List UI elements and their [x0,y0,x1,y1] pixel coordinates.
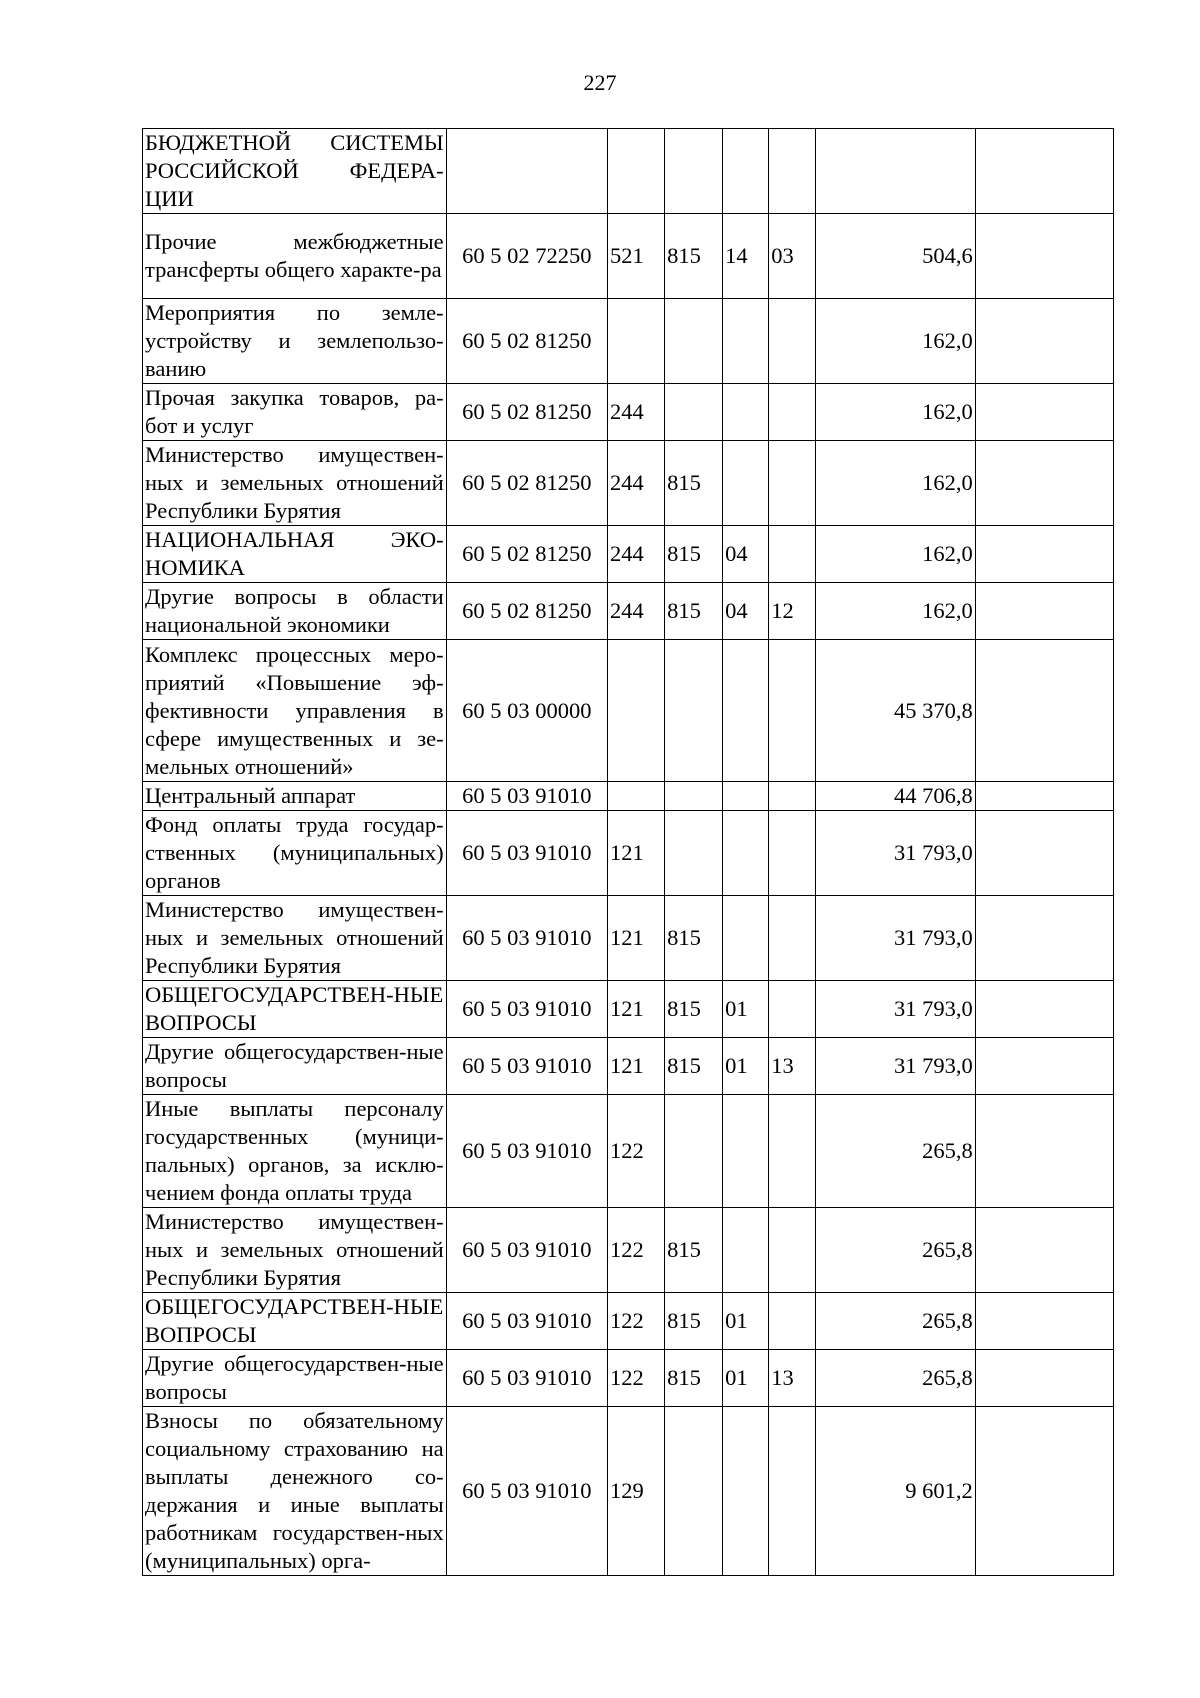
row-name-cell: Прочие межбюджетные трансферты общего характе-ра [143,214,447,299]
amount-cell: 504,6 [816,214,975,299]
amount-cell: 31 793,0 [816,896,975,981]
section-code-cell [723,1095,769,1208]
amount-cell: 265,8 [816,1208,975,1293]
table-row [143,583,1114,640]
row-name-cell: Фонд оплаты труда государ-ственных (муниципальных) органов [143,811,447,896]
administrator-code-cell [665,384,723,441]
extra-amount-cell [975,441,1113,526]
amount-cell: 162,0 [816,441,975,526]
target-article-code-cell: 60 5 03 91010 [446,1095,607,1208]
amount-cell: 31 793,0 [816,981,975,1038]
administrator-code-cell [665,1407,723,1576]
administrator-code-cell [665,299,723,384]
target-article-code-cell: 60 5 03 91010 [446,1038,607,1095]
amount-cell: 265,8 [816,1293,975,1350]
administrator-code-cell [665,1095,723,1208]
target-article-code-cell: 60 5 02 81250 [446,384,607,441]
table-body [143,129,1114,1576]
target-article-code-cell: 60 5 02 81250 [446,583,607,640]
subsection-code-cell [769,1293,816,1350]
table-row [143,896,1114,981]
section-code-cell: 01 [723,1350,769,1407]
row-name-cell: Иные выплаты персоналу государственных (муници-пальных) органов, за исклю-чением фонда оплаты труда [143,1095,447,1208]
extra-amount-cell [975,129,1113,214]
row-name-cell: ОБЩЕГОСУДАРСТВЕН-НЫЕ ВОПРОСЫ [143,981,447,1038]
section-code-cell [723,896,769,981]
amount-cell: 45 370,8 [816,640,975,782]
administrator-code-cell [665,782,723,811]
target-article-code-cell: 60 5 02 81250 [446,299,607,384]
budget-table [142,128,1114,1576]
administrator-code-cell: 815 [665,441,723,526]
subsection-code-cell [769,640,816,782]
target-article-code-cell: 60 5 02 81250 [446,526,607,583]
section-code-cell: 14 [723,214,769,299]
table-row [143,441,1114,526]
row-name-cell: БЮДЖЕТНОЙ СИСТЕМЫ РОССИЙСКОЙ ФЕДЕРА-ЦИИ [143,129,447,214]
expense-type-cell: 121 [607,896,664,981]
expense-type-cell: 521 [607,214,664,299]
extra-amount-cell [975,1095,1113,1208]
expense-type-cell: 122 [607,1208,664,1293]
extra-amount-cell [975,1350,1113,1407]
administrator-code-cell: 815 [665,583,723,640]
extra-amount-cell [975,1407,1113,1576]
section-code-cell [723,782,769,811]
row-name-cell: ОБЩЕГОСУДАРСТВЕН-НЫЕ ВОПРОСЫ [143,1293,447,1350]
expense-type-cell: 129 [607,1407,664,1576]
section-code-cell [723,1208,769,1293]
table-row [143,640,1114,782]
expense-type-cell: 244 [607,526,664,583]
administrator-code-cell: 815 [665,1038,723,1095]
subsection-code-cell [769,526,816,583]
row-name-cell: Прочая закупка товаров, ра-бот и услуг [143,384,447,441]
expense-type-cell [607,782,664,811]
table-row [143,1350,1114,1407]
section-code-cell: 01 [723,1293,769,1350]
target-article-code-cell: 60 5 02 81250 [446,441,607,526]
target-article-code-cell: 60 5 03 91010 [446,896,607,981]
expense-type-cell: 121 [607,1038,664,1095]
expense-type-cell [607,129,664,214]
subsection-code-cell [769,1095,816,1208]
subsection-code-cell [769,299,816,384]
section-code-cell: 01 [723,1038,769,1095]
subsection-code-cell [769,981,816,1038]
row-name-cell: Другие общегосударствен-ные вопросы [143,1350,447,1407]
table-row [143,1095,1114,1208]
subsection-code-cell [769,896,816,981]
subsection-code-cell: 13 [769,1038,816,1095]
table-row [143,1293,1114,1350]
row-name-cell: Министерство имуществен-ных и земельных отношений Республики Бурятия [143,441,447,526]
extra-amount-cell [975,640,1113,782]
administrator-code-cell: 815 [665,1350,723,1407]
target-article-code-cell [446,129,607,214]
amount-cell: 162,0 [816,583,975,640]
subsection-code-cell: 12 [769,583,816,640]
extra-amount-cell [975,583,1113,640]
target-article-code-cell: 60 5 03 91010 [446,1293,607,1350]
administrator-code-cell [665,811,723,896]
extra-amount-cell [975,526,1113,583]
amount-cell: 162,0 [816,384,975,441]
amount-cell: 31 793,0 [816,811,975,896]
table-row [143,214,1114,299]
target-article-code-cell: 60 5 03 00000 [446,640,607,782]
subsection-code-cell [769,384,816,441]
subsection-code-cell [769,441,816,526]
section-code-cell: 04 [723,526,769,583]
row-name-cell: Другие вопросы в области национальной экономики [143,583,447,640]
extra-amount-cell [975,299,1113,384]
target-article-code-cell: 60 5 03 91010 [446,782,607,811]
page-number: 227 [583,70,617,95]
amount-cell: 162,0 [816,299,975,384]
subsection-code-cell [769,1208,816,1293]
administrator-code-cell: 815 [665,1208,723,1293]
table-row [143,384,1114,441]
target-article-code-cell: 60 5 02 72250 [446,214,607,299]
subsection-code-cell [769,811,816,896]
target-article-code-cell: 60 5 03 91010 [446,1407,607,1576]
extra-amount-cell [975,1208,1113,1293]
table-row [143,526,1114,583]
row-name-cell: НАЦИОНАЛЬНАЯ ЭКО-НОМИКА [143,526,447,583]
amount-cell: 9 601,2 [816,1407,975,1576]
row-name-cell: Взносы по обязательному социальному страхованию на выплаты денежного со-держания и иные выплаты работникам государствен-ных (муниципальных) орга- [143,1407,447,1576]
subsection-code-cell [769,129,816,214]
expense-type-cell [607,299,664,384]
target-article-code-cell: 60 5 03 91010 [446,1208,607,1293]
expense-type-cell: 121 [607,981,664,1038]
extra-amount-cell [975,1293,1113,1350]
table-row [143,129,1114,214]
expense-type-cell: 244 [607,384,664,441]
table-row [143,782,1114,811]
table-row [143,1407,1114,1576]
extra-amount-cell [975,811,1113,896]
amount-cell: 162,0 [816,526,975,583]
expense-type-cell: 244 [607,441,664,526]
subsection-code-cell [769,782,816,811]
section-code-cell [723,129,769,214]
table-row [143,811,1114,896]
extra-amount-cell [975,981,1113,1038]
section-code-cell [723,811,769,896]
section-code-cell [723,1407,769,1576]
expense-type-cell: 122 [607,1095,664,1208]
extra-amount-cell [975,782,1113,811]
row-name-cell: Другие общегосударствен-ные вопросы [143,1038,447,1095]
expense-type-cell [607,640,664,782]
row-name-cell: Комплекс процессных меро-приятий «Повышение эф-фективности управления в сфере имущественных и зе-мельных отношений» [143,640,447,782]
expense-type-cell: 122 [607,1350,664,1407]
section-code-cell: 04 [723,583,769,640]
row-name-cell: Министерство имуществен-ных и земельных отношений Республики Бурятия [143,896,447,981]
section-code-cell [723,441,769,526]
section-code-cell [723,299,769,384]
target-article-code-cell: 60 5 03 91010 [446,981,607,1038]
row-name-cell: Центральный аппарат [143,782,447,811]
expense-type-cell: 244 [607,583,664,640]
subsection-code-cell: 13 [769,1350,816,1407]
section-code-cell: 01 [723,981,769,1038]
table-row [143,1208,1114,1293]
extra-amount-cell [975,1038,1113,1095]
administrator-code-cell: 815 [665,896,723,981]
administrator-code-cell [665,129,723,214]
row-name-cell: Министерство имуществен-ных и земельных отношений Республики Бурятия [143,1208,447,1293]
extra-amount-cell [975,214,1113,299]
target-article-code-cell: 60 5 03 91010 [446,811,607,896]
administrator-code-cell: 815 [665,526,723,583]
administrator-code-cell: 815 [665,1293,723,1350]
amount-cell: 265,8 [816,1350,975,1407]
section-code-cell [723,384,769,441]
table-row [143,1038,1114,1095]
table-row [143,299,1114,384]
target-article-code-cell: 60 5 03 91010 [446,1350,607,1407]
extra-amount-cell [975,896,1113,981]
expense-type-cell: 121 [607,811,664,896]
table-row [143,981,1114,1038]
administrator-code-cell: 815 [665,981,723,1038]
subsection-code-cell: 03 [769,214,816,299]
administrator-code-cell [665,640,723,782]
subsection-code-cell [769,1407,816,1576]
amount-cell: 31 793,0 [816,1038,975,1095]
amount-cell: 44 706,8 [816,782,975,811]
extra-amount-cell [975,384,1113,441]
amount-cell: 265,8 [816,1095,975,1208]
amount-cell [816,129,975,214]
row-name-cell: Мероприятия по земле-устройству и землепользо-ванию [143,299,447,384]
expense-type-cell: 122 [607,1293,664,1350]
administrator-code-cell: 815 [665,214,723,299]
section-code-cell [723,640,769,782]
